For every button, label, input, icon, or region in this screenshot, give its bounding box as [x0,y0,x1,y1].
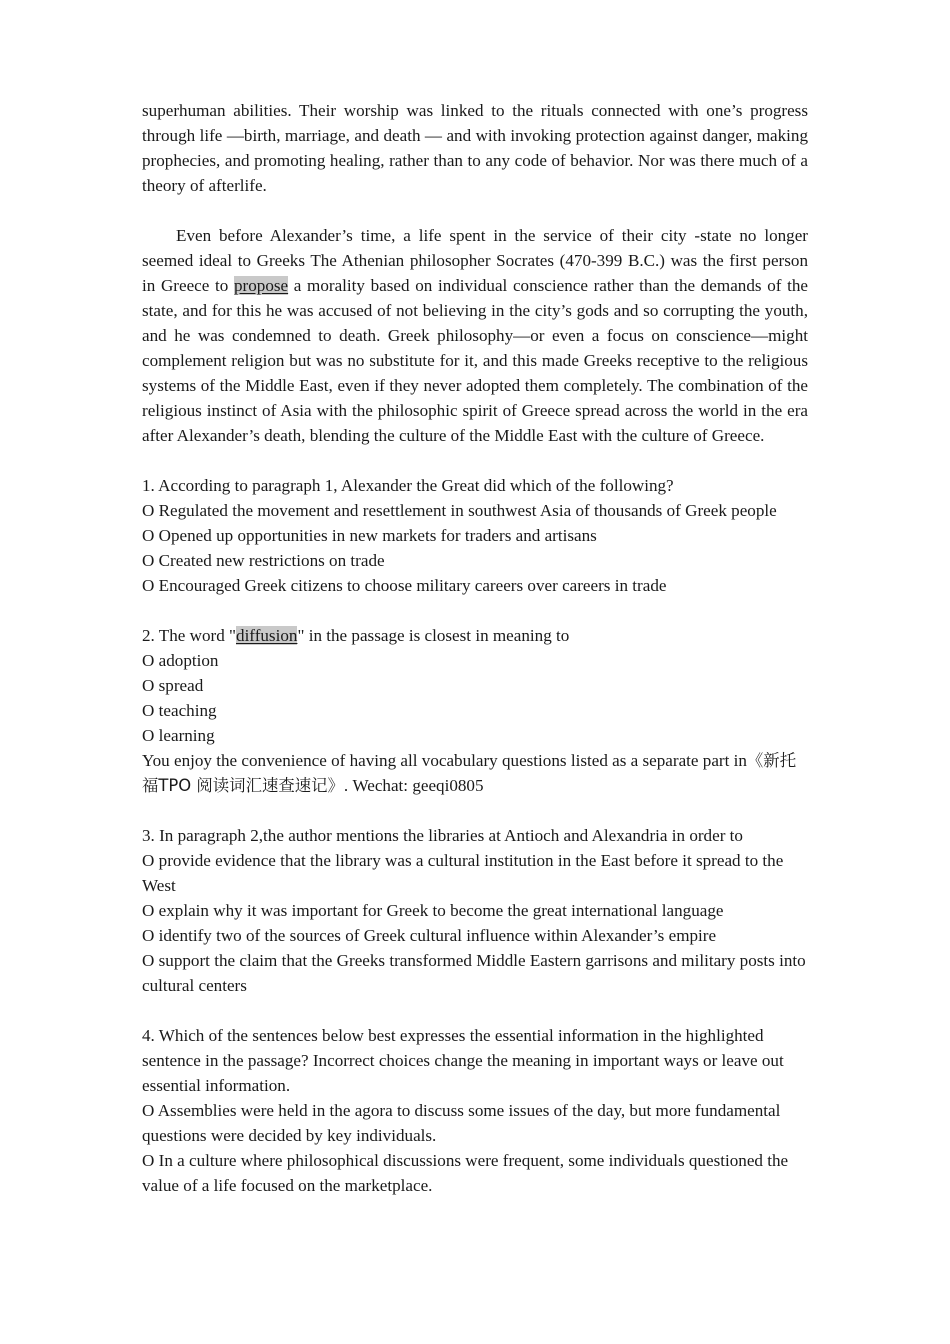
question-3-option-3[interactable] [142,923,808,948]
option-label: adoption [158,651,219,670]
option-label: support the claim that the Greeks transformed Middle Eastern garrisons and military posts into cultural centers [142,951,806,995]
passage-p2-text-before: Even before Alexander’s time, a life spent in the service of their city -state no longer seemed ideal to Greeks The Athenian philosopher Socrates (470-399 B.C.) was the first person in Greece to [142,226,808,295]
promo-book-title-rest: TPO 阅读词汇速查速记》 [158,776,344,795]
question-4-option-1[interactable] [142,1098,808,1148]
option-marker-icon: O [142,526,155,545]
promo-wechat-id: . Wechat: geeqi0805 [343,776,484,795]
option-label: Created new restrictions on trade [158,551,385,570]
question-4-option-2[interactable] [142,1148,808,1198]
question-4-prompt: 4. Which of the sentences below best expresses the essential information in the highlighted sentence in the passage? Incorrect choices change the meaning in important ways or leave out essential information. [142,1026,784,1095]
question-3-option-2[interactable] [142,898,808,923]
highlighted-word-propose[interactable]: propose [233,276,289,295]
question-2-option-4[interactable] [142,723,808,748]
option-marker-icon: O [142,551,155,570]
question-2-prompt-after: " in the passage is closest in meaning to [297,626,570,645]
question-1-option-4[interactable] [142,573,808,598]
promo-note [142,748,808,798]
option-marker-icon: O [142,901,155,920]
option-marker-icon: O [142,1151,155,1170]
passage-paragraph-1: superhuman abilities. Their worship was linked to the rituals connected with one’s progress through life —birth, marriage, and death — and with invoking protection against danger, making prophecies, and promoting healing, rather than to any code of behavior. Nor was there much of a theory of afterlife. [142,101,808,195]
option-label: Regulated the movement and resettlement in southwest Asia of thousands of Greek people [158,501,777,520]
option-label: teaching [158,701,217,720]
option-marker-icon: O [142,951,155,970]
option-marker-icon: O [142,851,155,870]
promo-text-english: You enjoy the convenience of having all vocabulary questions listed as a separate part in [142,751,747,770]
question-3-option-1[interactable] [142,848,808,898]
question-2-option-1[interactable] [142,648,808,673]
option-marker-icon: O [142,651,155,670]
question-2-option-3[interactable] [142,698,808,723]
section-spacer-3 [142,798,808,823]
section-spacer-2 [142,598,808,623]
option-marker-icon: O [142,1101,155,1120]
option-label: Opened up opportunities in new markets for traders and artisans [158,526,597,545]
option-marker-icon: O [142,676,155,695]
option-marker-icon: O [142,726,155,745]
question-2-prompt [142,623,808,648]
option-marker-icon: O [142,501,155,520]
question-1-prompt: 1. According to paragraph 1, Alexander the Great did which of the following? [142,476,674,495]
document-content [142,98,808,1198]
question-1-option-2[interactable] [142,523,808,548]
question-1-option-3[interactable] [142,548,808,573]
option-label: spread [158,676,204,695]
section-spacer-1 [142,448,808,473]
question-1-option-1[interactable] [142,498,808,523]
option-label: provide evidence that the library was a cultural institution in the East before it spread to the West [142,851,784,895]
option-label: explain why it was important for Greek to become the great international language [158,901,724,920]
promo-book-title-open: 《新托福 [142,751,797,795]
passage-paragraph-2 [142,223,808,448]
option-label: In a culture where philosophical discussions were frequent, some individuals questioned the value of a life focused on the marketplace. [142,1151,789,1195]
passage-p2-text-after: a morality based on individual conscience rather than the demands of the state, and for this he was accused of not believing in the city’s gods and so corrupting the youth, and he was condemned to death. Greek philosophy—or even a focus on conscience—might complement religion but was no substitute for it, and this made Greeks receptive to the religious systems of the Middle East, even if they never adopted them completely. The combination of the religious instinct of Asia with the philosophic spirit of Greece spread across the world in the era after Alexander’s death, blending the culture of the Middle East with the culture of Greece. [142,276,808,445]
option-label: Assemblies were held in the agora to discuss some issues of the day, but more fundamental questions were decided by key individuals. [142,1101,781,1145]
option-marker-icon: O [142,701,155,720]
question-2-prompt-before: 2. The word " [142,626,237,645]
option-marker-icon: O [142,926,155,945]
section-spacer-4 [142,998,808,1023]
highlighted-word-diffusion[interactable]: diffusion [236,626,298,645]
question-2-option-2[interactable] [142,673,808,698]
paragraph-spacer [142,198,808,223]
option-label: learning [158,726,215,745]
option-label: identify two of the sources of Greek cultural influence within Alexander’s empire [158,926,717,945]
question-3-prompt: 3. In paragraph 2,the author mentions the libraries at Antioch and Alexandria in order to [142,826,743,845]
option-marker-icon: O [142,576,155,595]
question-3-option-4[interactable] [142,948,808,998]
option-label: Encouraged Greek citizens to choose military careers over careers in trade [158,576,667,595]
